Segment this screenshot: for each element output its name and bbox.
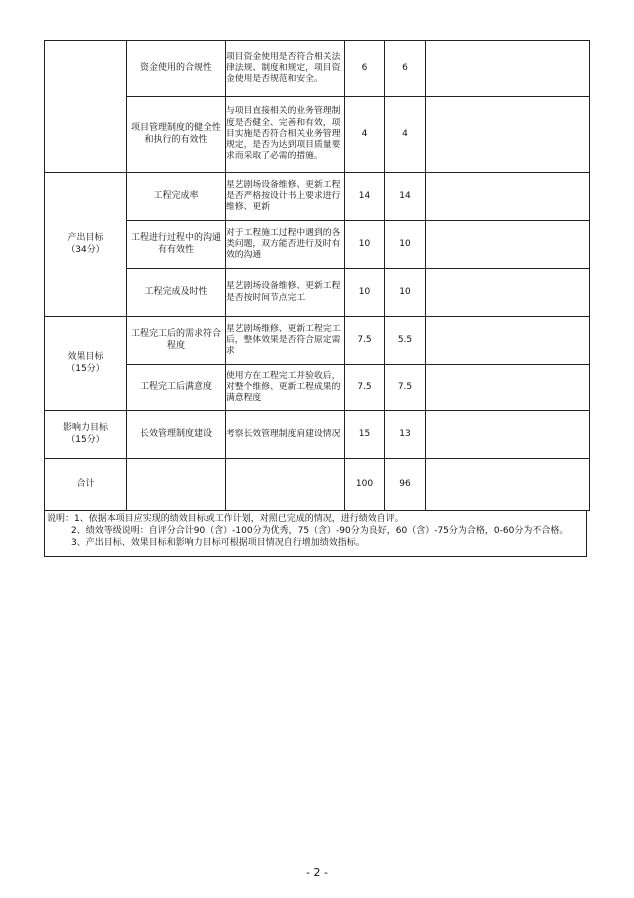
category-cell [45,173,127,317]
category-cell [45,411,127,459]
remark-cell [426,365,590,411]
standard-cell: 星艺剧场设备维修、更新工程是否严格按设计书上要求进行维修、更新 [226,173,345,221]
category-points: （15分） [66,363,105,374]
indicator-cell: 工程完成率 [127,173,226,221]
table-row [45,173,590,221]
standard-cell: 项目资金使用是否符合相关法律法规、制度和规定，项目资金使用是否规范和安全。 [226,41,345,97]
indicator-cell: 长效管理制度建设 [127,411,226,459]
weight-cell: 14 [345,173,385,221]
remark-cell [426,317,590,365]
standard-cell [226,459,345,511]
score-cell: 5.5 [385,317,426,365]
category-label: 产出目标 [67,233,104,243]
remark-cell [426,41,590,97]
indicator-cell [127,459,226,511]
standard-cell: 星艺剧场设备维修、更新工程是否按时间节点完工 [226,269,345,317]
evaluation-table [44,40,590,511]
standard-cell: 对于工程施工过程中遇到的各类问题，双方能否进行及时有效的沟通 [226,221,345,269]
total-weight: 100 [345,459,385,511]
table-row [45,365,590,411]
table-row [45,411,590,459]
remark-cell [426,173,590,221]
weight-cell: 7.5 [345,317,385,365]
table-row [45,97,590,173]
category-label: 影响力目标 [62,423,108,433]
table-row [45,41,590,97]
total-row [45,459,590,511]
indicator-cell: 工程完工后满意度 [127,365,226,411]
category-points: （15分） [66,434,105,445]
table-row [45,221,590,269]
score-cell: 6 [385,41,426,97]
total-label: 合计 [45,459,127,511]
category-cell [45,317,127,411]
indicator-cell: 工程完成及时性 [127,269,226,317]
score-cell: 10 [385,221,426,269]
notes-section [44,510,587,557]
weight-cell: 15 [345,411,385,459]
remark-cell [426,221,590,269]
standard-cell: 星艺剧场维修、更新工程完工后，整体效果是否符合原定需求 [226,317,345,365]
indicator-cell: 工程完工后的需求符合程度 [127,317,226,365]
standard-cell: 使用方在工程完工并验收后，对整个维修、更新工程成果的满意程度 [226,365,345,411]
remark-cell [426,411,590,459]
weight-cell: 10 [345,221,385,269]
table-row [45,317,590,365]
category-cell [45,41,127,173]
score-cell: 7.5 [385,365,426,411]
table-row [45,269,590,317]
weight-cell: 10 [345,269,385,317]
standard-cell: 与项目直接相关的业务管理制度是否健全、完善和有效，项目实施是否符合相关业务管理规定，是否为达到项目质量要求而采取了必需的措施。 [226,97,345,173]
remark-cell [426,459,590,511]
standard-cell: 考察长效管理制度肩建设情况 [226,411,345,459]
note-line: 说明：1、依据本项目应实现的绩效目标或工作计划，对照已完成的情况，进行绩效自评。 [47,514,404,524]
weight-cell: 4 [345,97,385,173]
indicator-cell: 工程进行过程中的沟通有有效性 [127,221,226,269]
remark-cell [426,269,590,317]
score-cell: 13 [385,411,426,459]
total-score: 96 [385,459,426,511]
remark-cell [426,97,590,173]
score-cell: 10 [385,269,426,317]
page-number: - 2 - [306,866,328,879]
note-line: 2、绩效等级说明：自评分合计90（含）-100分为优秀，75（含）-90分为良好，60（含）-75分为合格，0-60分为不合格。 [71,526,569,536]
indicator-cell: 资金使用的合规性 [127,41,226,97]
weight-cell: 7.5 [345,365,385,411]
note-line: 3、产出目标、效果目标和影响力目标可根据项目情况自行增加绩效指标。 [71,538,365,548]
weight-cell: 6 [345,41,385,97]
score-cell: 4 [385,97,426,173]
indicator-cell: 项目管理制度的健全性和执行的有效性 [127,97,226,173]
category-label: 效果目标 [67,352,104,362]
score-cell: 14 [385,173,426,221]
category-points: （34分） [66,244,105,255]
